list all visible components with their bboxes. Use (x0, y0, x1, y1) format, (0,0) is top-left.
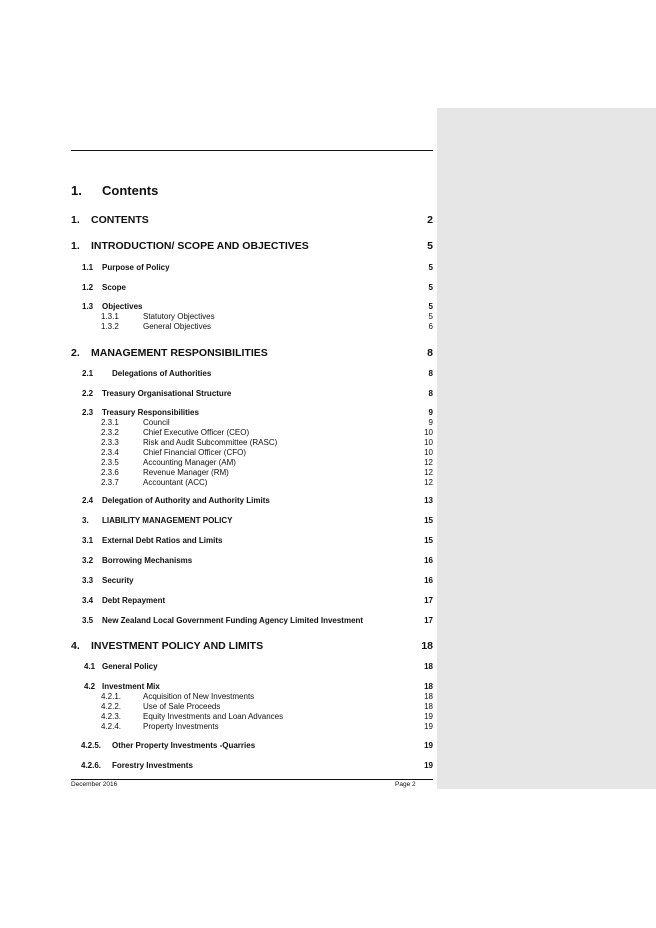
toc-entry-page: 13 (424, 496, 433, 505)
toc-entry-page: 16 (424, 576, 433, 585)
toc-entry-number: 3.5 (82, 616, 94, 625)
toc-entry-title: INVESTMENT POLICY AND LIMITS (91, 640, 264, 652)
header-rule (71, 150, 433, 151)
toc-entry-title: Treasury Organisational Structure (102, 389, 232, 398)
toc-entry-title: New Zealand Local Government Funding Agency Limited Investment (102, 616, 364, 625)
toc-entry-page: 18 (424, 702, 433, 711)
toc-entry-number: 4.2 (84, 682, 96, 691)
heading-number: 1. (71, 183, 82, 198)
toc-entry-number: 2.2 (82, 389, 94, 398)
toc-entry-number: 4.1 (84, 662, 96, 671)
toc-entry-page: 16 (424, 556, 433, 565)
toc-entry-number: 1.3.1 (101, 312, 119, 321)
toc-entry-number: 1.1 (82, 263, 94, 272)
toc-entry-number: 2.3.5 (101, 458, 119, 467)
toc-entry-title: Statutory Objectives (143, 312, 215, 321)
toc-entry-number: 2.3.3 (101, 438, 119, 447)
toc-entry-title: Council (143, 418, 170, 427)
toc-entry-number: 2.3.4 (101, 448, 119, 457)
toc-entry-title: Treasury Responsibilities (102, 408, 199, 417)
toc-entry-page: 18 (424, 682, 433, 691)
toc-entry-title: Forestry Investments (112, 761, 193, 770)
toc-entry-number: 3.2 (82, 556, 94, 565)
toc-entry-page: 8 (428, 369, 433, 378)
toc-entry-title: General Policy (102, 662, 158, 671)
toc-entry-title: External Debt Ratios and Limits (102, 536, 223, 545)
toc-entry-title: LIABILITY MANAGEMENT POLICY (102, 516, 233, 525)
toc-entry-title: Delegations of Authorities (112, 369, 212, 378)
toc-entry-page: 5 (428, 263, 433, 272)
toc-entry-title: Risk and Audit Subcommittee (RASC) (143, 438, 278, 447)
toc-entry-page: 6 (428, 322, 433, 331)
toc-entry-page: 15 (424, 516, 433, 525)
toc-entry-title: Purpose of Policy (102, 263, 170, 272)
toc-entry-page: 19 (424, 761, 433, 770)
toc-entry-number: 4.2.6. (81, 761, 102, 770)
toc-entry-number: 2.3.6 (101, 468, 119, 477)
toc-entry-page: 5 (427, 240, 433, 252)
toc-entry-page: 8 (428, 389, 433, 398)
toc-entry-number: 3. (82, 516, 89, 525)
toc-entry-page: 2 (427, 214, 433, 226)
toc-entry-page: 9 (428, 418, 433, 427)
toc-entry-page: 15 (424, 536, 433, 545)
toc-entry-page: 9 (428, 408, 433, 417)
toc-entry-title: Investment Mix (102, 682, 160, 691)
footer-rule (71, 779, 433, 780)
toc-entry-title: Accountant (ACC) (143, 478, 208, 487)
toc-entry-number: 1. (71, 214, 80, 226)
toc-entry-title: CONTENTS (91, 214, 149, 226)
toc-entry-page: 17 (424, 596, 433, 605)
toc-entry-title: Other Property Investments -Quarries (112, 741, 256, 750)
toc-entry-number: 4. (71, 640, 80, 652)
toc-entry-title: Accounting Manager (AM) (143, 458, 236, 467)
toc-entry-page: 19 (424, 741, 433, 750)
toc-entry-title: Use of Sale Proceeds (143, 702, 221, 711)
toc-entry-page: 5 (428, 302, 433, 311)
toc-entry-page: 19 (424, 712, 433, 721)
toc-entry-title: Acquisition of New Investments (143, 692, 255, 701)
page-title (71, 183, 158, 198)
toc-entry-page: 10 (424, 438, 433, 447)
toc-entry-number: 4.2.1. (101, 692, 122, 701)
toc-entry-title: Debt Repayment (102, 596, 166, 605)
toc-entry-title: INTRODUCTION/ SCOPE AND OBJECTIVES (91, 240, 309, 252)
toc-entry-number: 2.3.2 (101, 428, 119, 437)
toc-entry-page: 18 (421, 640, 433, 652)
toc-entry-number: 4.2.4. (101, 722, 122, 731)
toc-entry-title: Delegation of Authority and Authority Limits (102, 496, 270, 505)
toc-entry-page: 10 (424, 448, 433, 457)
toc-entry-number: 1. (71, 240, 80, 252)
toc-entry-number: 3.1 (82, 536, 94, 545)
footer-page: Page 2 (395, 781, 416, 788)
toc-entry-title: Equity Investments and Loan Advances (143, 712, 284, 721)
toc-entry-number: 2.3 (82, 408, 94, 417)
toc-entry-page: 18 (424, 692, 433, 701)
toc-entry-page: 18 (424, 662, 433, 671)
toc-entry-title: Objectives (102, 302, 143, 311)
heading-title: Contents (102, 183, 159, 198)
toc-entry-title: General Objectives (143, 322, 212, 331)
comment-pane (437, 108, 656, 789)
toc-entry-title: Scope (102, 283, 127, 292)
toc-entry-page: 5 (428, 312, 433, 321)
toc-entry-page: 5 (428, 283, 433, 292)
toc-entry-title: Borrowing Mechanisms (102, 556, 193, 565)
toc-entry-number: 3.4 (82, 596, 94, 605)
toc-entry-number: 2.3.7 (101, 478, 119, 487)
toc-entry-page: 12 (424, 478, 433, 487)
toc-entry-page: 12 (424, 458, 433, 467)
toc-entry-number: 1.3 (82, 302, 94, 311)
toc-entry-number: 2.1 (82, 369, 94, 378)
toc-entry-title: Property Investments (143, 722, 219, 731)
toc-entry-number: 3.3 (82, 576, 94, 585)
toc-entry-number: 2.3.1 (101, 418, 119, 427)
toc-entry-number: 4.2.5. (81, 741, 102, 750)
toc-entry-page: 12 (424, 468, 433, 477)
toc-entry-title: Chief Executive Officer (CEO) (143, 428, 250, 437)
footer-date: December 2016 (71, 781, 118, 788)
toc-entry-title: Chief Financial Officer (CFO) (143, 448, 246, 457)
toc-entry-page: 19 (424, 722, 433, 731)
toc-entry-page: 8 (427, 347, 433, 359)
toc-entry-title: Revenue Manager (RM) (143, 468, 229, 477)
toc-entry-number: 2.4 (82, 496, 94, 505)
toc-entry-number: 4.2.3. (101, 712, 122, 721)
toc-entry-number: 1.3.2 (101, 322, 119, 331)
toc-entry-number: 2. (71, 347, 80, 359)
toc-entry-title: MANAGEMENT RESPONSIBILITIES (91, 347, 268, 359)
toc-entry-number: 1.2 (82, 283, 94, 292)
toc-entry-page: 17 (424, 616, 433, 625)
toc-entry-title: Security (102, 576, 134, 585)
toc-entry-number: 4.2.2. (101, 702, 122, 711)
toc-entry-page: 10 (424, 428, 433, 437)
